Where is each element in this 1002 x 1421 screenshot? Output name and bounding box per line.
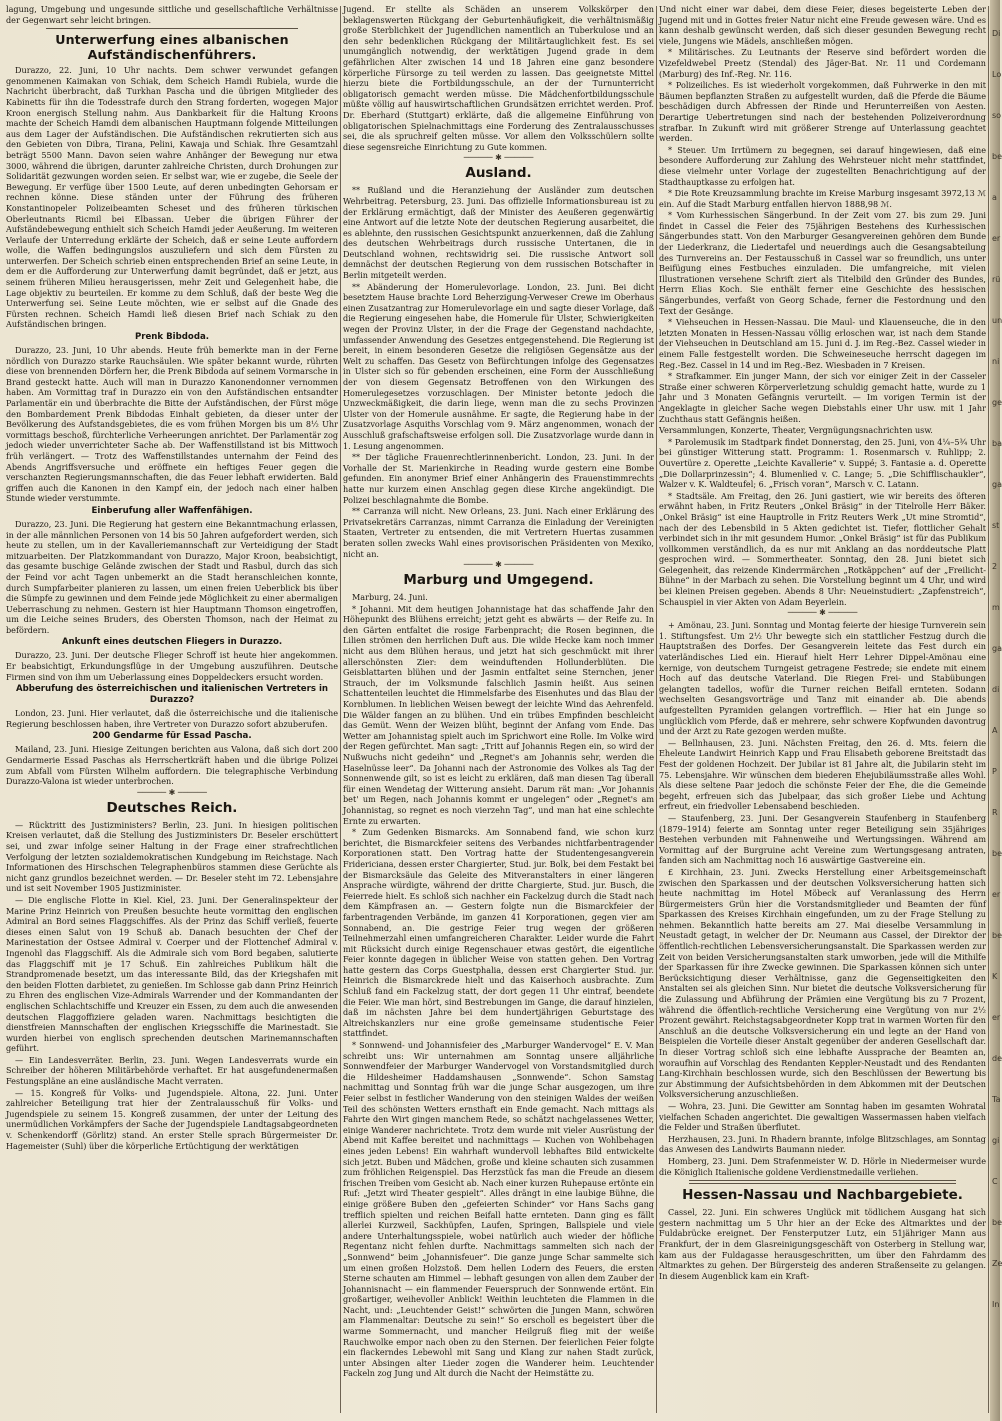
article-paragraph: £ Kirchhain, 23. Juni. Zwecks Herstellung einer Arbeitsgemeinschaft zwischen den Sparkassen und der deutschen Volksversicherung hatten sich heute nachmittag im Hotel Möbeck auf Veranlassung des Herrn Bürgermeisters Grün hier die Vorstandsmitglieder und Beamten der fünf Sparkassen des Kreises Kirchhain eingefunden, um zu der Frage Stellung zu nehmen. Bekanntlich hatte bereits am 27. Mai dieselbe Versammlung in Neustadt getagt, in welcher der Dr. Neumann aus Cassel, der Direktor der öffentlich-rechtlichen Lebensversicherungsanstalt. Die Sparkassen werden zur Zeit von beiden Versicherungsanstalten stark umworben, jede will die Mithilfe der Sparkassen für ihre Zwecke gewinnen. Die Sparkassen können sich unter Berücksichtigung dieser Verhältnisse, ganz die Gegenseitigkeiten den Anstalten sei als gleichen Sinn. Nur bietet die deutsche Volksversicherung für die Zulassung und Abführung der Prämien eine Vergütung bis zu 7 Prozent, während die öffentlich-rechtliche Versicherung eine Vergütung von nur 2½ Prozent gewährt. Reichstagsabgeordneter Kopp trat in warmen Worten für den Anschluß an die deutsche Volksversicherung ein und legte an der Hand von Beispielen die Vorteile dieser Anstalt gegenüber der anderen Gesellschaft dar. In dieser Vortrag schloß sich eine lebhafte Aussprache der Beamten an, woraufhin auf Vorschlag des Rendanten Keppler-Neustadt und des Rendanten Lang-Kirchhain beschlossen wurde, sich den Beschlüssen der Bewertung bis zur Abstimmung der Aufsichtsbehörden in dem Abkommen mit der Deutschen Volksversicherung anzuschließen. (659, 866, 986, 1100)
edge-glyph: rü (992, 275, 1001, 284)
article-paragraph: — Ein Landesverräter. Berlin, 23. Juni. Wegen Landesverrats wurde ein Schreiber der höheren Militärbehörde verhaftet. Er hat ausgefundenermaßen Festungspläne an eine ausländische Macht verraten. (6, 1054, 338, 1087)
column-middle (343, 4, 654, 1415)
edge-glyph: a (992, 193, 997, 202)
edge-glyph: P (992, 767, 997, 776)
section-heading: Marburg und Umgegend. (403, 572, 594, 589)
edge-glyph: be (992, 1218, 1002, 1227)
article-paragraph: — Die englische Flotte in Kiel. Kiel, 23. Juni. Der Generalinspekteur der Marine Prinz Heinrich von Preußen besuchte heute vormittag den englischen Admiral an Bord seines Flaggschiffes. Als der Prinz das Schiff verließ, feuerte dieses einen Salut von 19 Schuß ab. Danach besuchten der Chef der Marinestation der Ostsee Admiral v. Coerper und der Flottenchef Admiral v. Ingenohl das Flaggschiff. Als die Admirale sich vom Bord begaben, salutierte das Flaggschiff mit je 17 Schuß. Ein zahlreiches Publikum hält die Strandpromenade besetzt, um das interessante Bild, das der Kriegshafen mit den beiden Flotten darbietet, zu genießen. Im Schlosse gab dann Prinz Heinrich zu Ehren des englischen Vize-Admirals Warrender und der Kommandanten der englischen Schlachtschiffe und Kreuzer ein Essen, zu dem auch die anwesenden deutschen Flaggoffiziere geladen waren. Nachmittags besichtigten die dienstfreien Mannschaften der englischen Kriegsschiffe die Marinestadt. Sie wurden hierbei von englisch sprechenden deutschen Marinemannschaften geführt. (6, 894, 338, 1054)
edge-glyph: 2 (992, 562, 998, 571)
separator-ornament (343, 154, 654, 162)
edge-glyph: be (992, 931, 1002, 940)
edge-glyph: Ze (992, 1259, 1002, 1268)
column-left (6, 4, 338, 1415)
subheading: 200 Gendarme für Essad Pascha. (92, 731, 252, 742)
article-paragraph: Versammlungen, Konzerte, Theater, Vergnügungsnachrichten usw. (659, 425, 933, 436)
edge-glyph: In (992, 1300, 1000, 1309)
column-right (659, 4, 986, 1415)
column-divider (988, 6, 989, 1413)
article-paragraph: * Sonnwend- und Johannisfeier des „Marburger Wandervogel“ E. V. Man schreibt uns: Wir unternahmen am Sonntag unsere alljährliche Sonnwendfeier der Marburger Wandervogel von Vorstandsmitglied durch die Hildesheimer Haddamshausen „Sonnwende“. Schon Samstag nachmittag und Sonntag früh war die junge Schar ausgezogen, um ihre Feier selbst in festlicher Wanderung von den steinigen Waldes der weißen Teil des schönsten Wetters ernsthaft ein Ende gemacht. Nach mittags als Fahrte den Wirt gingen manchem Rede, so schätzt nachgelassenes Wetter, einige Wanderer nachrichtete. Trotz dem wurde mit vieler Ausrüstung der Abend mit Kaffee bereitet und nachmittags — Kuchen von Wohlbehagen eines jeden Lebens! Ein wahrhaft wundervoll lebhaftes Bild entwickelte sich jetzt. Buben und Mädchen, große und kleine schauten sich zusammen zum fröhlichen Reigenspiel. Das Herzstück fas man die Freude an diesem frischen Treiben vom Gesicht ab. Nach einer kurzen Ruhepause ertönte ein Ruf: „Jetzt wird Theater gespielt“. Alles drängt in eine laubige Bühne, die einige größere Buben den „gefeierten Schinder“ vor Hans Sachs gang trefflich spielten und reichen Beifall hatte ernteten. Dann ging es fällt allerlei Kurzweil, Sackhüpfen, Laufen, Springen, Ballspiele und viele andere Unterhaltungsspiele, wobei natürlich auch wieder der höfliche Regentanz nicht fehlen durfte. Nachmittags sammelten sich nach der „Sonnwend“ beim „Johannisfeuer“. Die ganze junge Schar sammelte sich um einen großen Holzstoß. Dem hellen Lodern des Feuers, die ersten Sterne schauten am Himmel — lebhaft gesungen von allen dem Zauber der Johannisnacht — ein flammender Feuerspruch der Sonnwende ertönt. Ein großartiger, weihevoller Anblick! Weithin leuchteten die Flammen in die Nacht, und: „Leuchtender Geist!“ schwörten die Jungen Mann, schwören am Flammenaltar: Deutsche zu sein!“ So erscholl es begeistert über die warme Sommernacht, und mancher Heilgruß flieg mit der weiße Rauchwolke empor nach oben zu den Sternen. Der feierlichen Feier folgte ein flackerndes Lebewohl mit Sang und Klang zur nahen Stadt zurück, unter Absingen alter Lieder zogen die Wanderer heim. Leuchtender Fackeln zog Jung und Alt durch die Nacht der Heimstätte zu. (343, 1040, 654, 1379)
edge-glyph: C (992, 1177, 998, 1186)
edge-glyph: er (992, 1013, 1001, 1022)
edge-glyph: Ta (992, 1095, 1001, 1104)
article-paragraph: ** Carranza will nicht. New Orleans, 23. Juni. Nach einer Erklärung des Privatsekretärs Carranzas, nimmt Carranza die Einladung der Vereinigten Staaten, Vertreter zu entsenden, die mit Vertretern Huertas zusammen beraten sollen zwecks Wahl eines provisorischen Präsidenten von Mexiko, nicht an. (343, 506, 654, 559)
separator-ornament (6, 789, 338, 797)
article-paragraph: ** Abänderung der Homerulevorlage. London, 23. Juni. Bei dicht besetztem Hause brachte Lord Beherzigung-Verweser Crewe im Oberhaus einen Zusatzantrag zur Homerulevorlage ein und sagte dieser Vorlage, daß die Regierung eingesehen habe, die Homerule für Ulster, Schwierigkeiten wegen der Provinz Ulster, in der die Frage der Gegenstand nachdachte, umfassender Anwendung des Gesetzes entgegenstehend. Die Regierung ist bereit, in einem besonderen Gesetze die religiösen Gegensätze aus der Welt zu schaffen. Das Gesetz von Befürchtungen infolge des Gegensatzes in Ulster sich so für gebenden erscheinen, eine Form der Ausschließung der von diesem Gegensatz Betroffenen von den Wirkungen des Homerulegesetzes vorzuschlagen. Der Minister betonte jedoch die Unzweckmäßigkeit, die darin liege, wenn man die zu sechs Provinzen Ulster von der Homerule ausnähme. Er sagte, die Regierung habe in der Zusatzvorlage Asquiths Vorschlag vom 9. März angenommen, wonach der Ausschluß grafschaftsweise erfolgen soll. Die Zusatzvorlage wurde dann in 1. Lesung angenommen. (343, 281, 654, 451)
article-paragraph: — Bellnhausen, 23. Juni. Nächsten Freitag, den 26. d. Mts. feiern die Eheleute Landwirt Heinrich Kapp und Frau Elisabeth geborene Breitstadt das Fest der goldenen Hochzeit. Der Jubilar ist 81 Jahre alt, die Jubilarin steht im 75. Lebensjahre. Wir wünschen dem biederen Ehejubiläumsstraße alles Wohl. Als diese seltene Paar jedoch die schönste Feier der Ehe, die die Gemeinde begeht, erfreuen sich das Jubelpaar, das sich großer Liebe und Achtung erfreut, ein friedvoller Lebensabend beschieden. (659, 737, 986, 812)
edge-glyph: st (992, 521, 1000, 530)
article-headline: Unterwerfung eines albanischen Aufständischenführers. (55, 32, 289, 63)
article-paragraph: * Zum Gedenken Bismarcks. Am Sonnabend fand, wie schon kurz berichtet, die Bismarckfeier seitens des Verbandes nichtfarbentragender Korporationen statt. Den Vortrag hatte der Studentengesangverein Fridericiana, dessen erster Chargierter, Stud. jur. Bolk, bei dem Festakt bei der Bismarcksäule das Geleite des Mitveranstalters in einer längeren Ansprache würdigte, während der dritte Chargierte, Stud. jur. Busch, die Feierrede hielt. Es schloß sich nachher ein Fackelzug durch die Stadt nach dem Kämpfrasen an. — Gestern folgte nun die Bismarckfeier der farbentragenden Verbände, im ganzen 41 Korporationen, gegen vier am Sonnabend, an. Die gestrige Feier trug wegen der größeren Teilnehmerzahl einen umfangreicheren Charakter. Leider wurde die Fahrt mit Rücksicht durch einige Regenschauer etwas gestört, die eigentliche Feier konnte dagegen in üblicher Weise von statten gehen. Den Vortrag hatte gestern das Corps Guestphalia, dessen erst Chargierter Stud. jur. Heinrich die Bismarckrede hielt und das Kaiserhoch ausbrachte. Zum Schluß fand ein Fackelzug statt, der dort gegen 11 Uhr eintraf, beendete die Feier. Wie man hört, sind Bestrebungen im Gange, die darauf hinzielen, daß im nächsten Jahre bei dem hundertjährigen Geburtstage des Altreichskanzlers nur eine große gemeinsame studentische Feier stattfindet. (343, 827, 654, 1039)
edge-glyph: er (992, 234, 1001, 243)
article-paragraph: Durazzo, 23. Juni. Der deutsche Flieger Schroff ist heute hier angekommen. Er beabsichtigt, Erkundungsflüge in der Umgebung auszuführen. Deutsche Firmen sind von ihm um Ueberlassung eines Doppeldeckers ersucht worden. (6, 650, 338, 682)
edge-glyph: K (992, 972, 998, 981)
edge-glyph: ni (992, 357, 1000, 366)
article-paragraph: * Parolemusik im Stadtpark findet Donnerstag, den 25. Juni, von 4¼–5¾ Uhr bei günstiger Witterung statt. Programm: 1. Rosenmarsch v. Ruhlipp; 2. Ouvertüre z. Operette „Leichte Kavallerie“ v. Suppé; 3. Fantasie a. d. Operette „Die Dollarprinzessin“; 4. Blumenlied v. C. Lange; 5. „Die Schifflischaukler“, Walzer v. K. Waldteufel; 6. „Frisch voran“, Marsch v. C. Latann. (659, 436, 986, 490)
article-paragraph: lagung, Umgebung und ungesunde sittliche und gesellschaftliche Verhältnisse der Gegenwart sehr leicht bringen. (6, 4, 338, 25)
article-paragraph: * Polizeiliches. Es ist wiederholt vorgekommen, daß Fuhrwerke in den mit Bäumen bepflanzten Straßen zu aufgestellt wurden, daß die Pferde die Bäume beschädigen durch Abfressen der Rinde und Herunterreißen von Aesten. Derartige Uebertretungen sind nach der bestehenden Polizeiverordnung strafbar. In Zukunft wird mit größerer Strenge auf Unterlassung geachtet werden. (659, 80, 986, 144)
article-paragraph: + Amönau, 23. Juni. Sonntag und Montag feierte der hiesige Turnverein sein 1. Stiftungsfest. Um 2½ Uhr bewegte sich ein stattlicher Festzug durch die Hauptstraßen des Dorfes. Der Gesangverein leitete das Fest durch ein vaterländisches Lied ein. Hierauf hielt Herr Lehrer Dippel-Amönau eine kernige, von deutschem Turngeist getragene Festrede; sie endete mit einem Hoch auf das deutsche Vaterland. Die Riegen Frei- und Stabübungen gelangten tadellos, wofür die Turner reichen Beifall ernteten. Sodann wechselten Gesangsvorträge und Tanz mit einander ab. Die abends aufgestellten Pyramiden gelangen vortrefflich. — Hier hat ein Junge so unglücklich vom Pferde, daß er mehrere, sehr schwere Kopfwunden davontrug und der Arzt zu Rate gezogen werden mußte. (659, 620, 986, 737)
column-divider (656, 6, 657, 1413)
edge-glyph: di (992, 685, 1000, 694)
article-paragraph: Marburg, 24. Juni. (352, 592, 428, 603)
section-heading: Deutsches Reich. (106, 799, 238, 816)
article-paragraph: Jugend. Er stellte als Schäden an unserem Volkskörper den beklagenswerten Rückgang der Geburtenhäufigkeit, die verhältnismäßig große Sterblichkeit der Jugendlichen namentlich an Tuberkulose und an den sehr bedenklichen Rückgang der Militärtauglichkeit fest. Es sei unumgänglich notwendig, der werktätigen Jugend grade in dem gefährlichen Alter zwischen 14 und 18 Jahren eine ganz besondere körperliche Fürsorge zu teil werden zu lassen. Das geeignetste Mittel hierzu biete die Fortbildungsschule, an der der Turnunterricht obligatorisch gemacht werden müsse. Die Mädchenfortbildungsschule müßte völlig auf hauswirtschaftlichen Grundsätzen errichtet werden. Prof. Dr. Eberhard (Stuttgart) erklärte, daß die allgemeine Einführung von obligatorischen Spielnachmittags eine Forderung des Zentralausschusses sei, die als spruchreif gelten müsse. Vor allem den Volksschülern sollte diese segensreiche Einrichtung zu Gute kommen. (343, 4, 654, 152)
article-paragraph: * Johanni. Mit dem heutigen Johannistage hat das schaffende Jahr den Höhepunkt des Blühens erreicht; jetzt geht es abwärts — der Reife zu. In den Gärten entfaltet die rosige Farbenpracht; die Rosen beginnen, die Lilien strömen den herrlichen Duft aus. Die wilde Hecke kam noch immer nicht aus dem Blühen heraus, und jetzt hat sich geschmückt mit ihrer allerschönsten Zier: dem weinduftenden Hollunderblüten. Die Geisblattarten blühen und der Jasmin entfaltet seine Sternchen, jener Strauch, der im Volksmunde falschlich Jasmin heißt. Aus seinen Schattenteilen leuchtet die Himmelsfarbe des Eisenhutes und das Blau der Kornblumen. In lieblichen Weisen bewegt der leichte Wind das Aehrenfeld. Die Wälder fangen an zu blühen. Und ein trübes Empfinden beschleicht das Gemüt. Wenn der Weizen blüht, beginnt der Anfang vom Ende. Das Wetter am Johannistag spielt auch im Sprichwort eine Rolle. Im Volke wird der Regen gefürchtet. Man sagt: „Tritt auf Johannis Regen ein, so wird der Nußwuchs nicht gedeihn“ und „Regnet's am Johannis sehr, werden die Haselnüsse leer“. Da Johanni nach der Astronomie des Volkes als Tag der Sonnenwende gilt, so ist es leicht zu erklären, daß man diesen Tag überall für einen Wendetag der Witterung ansieht. Darum rät man: „Vor Johannis bet' um Regen, nach Johannis kommt er ungelegen“ oder „Regnet's am Johannistag, so regnet es noch vierzehn Tag“, und man hat eine schlechte Ernte zu erwarten. (343, 603, 654, 826)
article-paragraph: ** Rußland und die Heranziehung der Ausländer zum deutschen Wehrbeitrag. Petersburg, 23. Juni. Das offizielle Informationsbureau ist zu der Erklärung ermächtigt, daß der Minister des Aeußeren gegenwärtig eine Antwort auf die letzte Note der deutschen Regierung ausarbeitet, die es ablehnte, den russischen Gesichtspunkt anzuerkennen, daß die Zahlung des deutschen Wehrbeitrags durch russische Untertanen, die in Deutschland wohnen, rechtswidrig sei. Die russische Antwort soll demnächst der deutschen Regierung von dem russischen Botschafter in Berlin mitgeteilt werden. (343, 185, 654, 281)
section-heading: Ausland. (465, 165, 532, 182)
edge-glyph: Di (992, 29, 1001, 38)
edge-glyph: be (992, 152, 1002, 161)
article-paragraph: Durazzo, 23. Juni, 10 Uhr abends. Heute früh bemerkte man in der Ferne nördlich von Durazzo starke Rauchsäulen. Wie später bekannt wurde, rührten diese von brennenden Dörfern her, die Prenk Bibdoda auf seinem Vormarsche in Brand gesteckt hatte. Auch will man in Durazzo Kanonendonner vernommen haben. Am Vormittag traf in Durazzo ein von den Aufständischen entsandter Parlamentär ein und überbrachte die Bitte der Aufständischen, der Fürst möge den Bombardement Prenk Bibdodas Einhalt gebieten, da dieser unter der Bevölkerung des Aufstandsgebietes, die es vom frühen Morgen bis um 8½ Uhr vormittags beschoß, fürchterliche Verheerungen anrichtet. Der Parlamentär zog jedoch wieder unverrichteter Sache ab. Der Waffenstillstand ist bis Mittwoch früh verlängert. — Trotz des Waffenstillstandes unternahm der Feind des Abends Angriffsversuche und eröffnete ein heftiges Feuer gegen die verschanzten Regierungsmannschaften, die das Feuer lebhaft erwiderten. Bald griffen auch die Kanonen in den Kampf ein, der jedoch nach einer halben Stunde wieder verstummte. (6, 345, 338, 504)
adjacent-page-edge (990, 0, 1000, 1421)
article-paragraph: * Viehseuchen in Hessen-Nassau. Die Maul- und Klauenseuche, die in den letzten Monaten in Hessen-Nassau völlig erloschen war, ist nach dem Stande der Viehseuchen in Deutschland am 15. Juni d. J. im Reg.-Bez. Cassel wieder in einem Falle festgestellt worden. Die Schweineseuche herrscht dagegen im Reg.-Bez. Cassel in 14 und im Reg.-Bez. Wiesbaden in 7 Kreisen. (659, 317, 986, 370)
edge-glyph: ga (992, 480, 1002, 489)
subheading: Abberufung des österreichischen und italienischen Vertreters in Durazzo? (15, 684, 329, 706)
edge-glyph: R (992, 808, 998, 817)
article-paragraph: Cassel, 22. Juni. Ein schweres Unglück mit tödlichem Ausgang hat sich gestern nachmittag um 5 Uhr hier an der Ecke des Altmarktes und der Fuldabrücke ereignet. Der Fensterputzer Lutz, ein 51jähriger Mann aus Frankfurt, der in dem Glasreinigungsgeschäft von Osterberg in Stellung war, kam aus der Fuldagasse herausgeschritten, um über den Fahrdamm des Altmarktes zu gehen. Der Bürgersteig des anderen Straßenseite zu gelangen. In diesem Augenblick kam ein Kraft- (659, 1207, 986, 1281)
subheading: Prenk Bibdoda. (134, 332, 210, 343)
article-paragraph: * Vom Kurhessischen Sängerbund. In der Zeit vom 27. bis zum 29. Juni findet in Cassel die Feier des 75jährigen Bestehens des Kurhessischen Sängerbundes statt. Von den Marburger Gesangvereinen gehören dem Bunde der Liederkranz, die Liedertafel und neuerdings auch die Gesangsabteilung des Turnvereins an. Der Festausschuß in Cassel war so freundlich, uns unter Beifügung eines Festbuches einzuladen. Die umfangreiche, mit vielen Illustrationen versehene Schrift ziert als Titelbild den Gründer des Bundes, Herrn Elias Koch. Sie enthält ferner eine Geschichte des hessischen Sängerbundes, verfaßt von Georg Schade, ferner die Festordnung und den Text der Gesänge. (659, 210, 986, 316)
article-paragraph: Durazzo, 23. Juni. Die Regierung hat gestern eine Bekanntmachung erlassen, in der alle männlichen Personen von 14 bis 50 Jahren aufgefordert werden, sich heute zu stellen, um in der Kavalleriemannschaft zur Verteidigung der Stadt mitzuarbeiten. Der Platzkommandant von Durazzo, Major Kroon, beabsichtigt, das gesamte buschige Gelände zwischen der Stadt und Rasbul, durch das sich der Feind vor acht Tagen unbemerkt an die Stadt heranschleichen konnte, durch Sumpfarbeiter planieren zu lassen, um einen freien Ueberblick bis über die Sümpfe zu gewinnen und dem Feinde jede Möglichkeit zu einer abermaligen Ueberraschung zu nehmen. Gestern ist hier Hauptmann Thomson eingetroffen, um die Leiche seines Bruders, des Obersten Thomson, nach der Heimat zu befördern. (6, 518, 338, 635)
article-paragraph: Homberg, 23. Juni. Dem Strafenmeister W. D. Hörle in Niedermeiser wurde die Königlich Italienische goldene Verdienstmedaille verliehen. (659, 1155, 986, 1177)
edge-glyph: un (992, 316, 1002, 325)
edge-glyph: er (992, 890, 1001, 899)
horizontal-rule (46, 28, 298, 29)
section-heading: Hessen-Nassau und Nachbargebiete. (682, 1187, 963, 1204)
edge-glyph: ba (992, 439, 1002, 448)
article-paragraph: Herzhausen, 23. Juni. In Rhadern brannte, infolge Blitzschlages, am Sonntag das Anwesen des Landwirts Baumann nieder. (659, 1133, 986, 1155)
edge-glyph: ge (992, 398, 1002, 407)
article-paragraph: * Stadtsäle. Am Freitag, den 26. Juni gastiert, wie wir bereits des öfteren erwähnt haben, in Fritz Reuters „Onkel Bräsig“ in der Titelrolle Herr Bäker. „Onkel Bräsig“ ist eine Hauptrolle in Fritz Reuters Werk „Ut mine Stromtid“, nach der des Lebensbild in 5 Akten gedichtet ist. Tiefer, flottlicher Gehalt verbindet sich in ihr mit gesundem Humor. „Onkel Bräsig“ ist für das Publikum vollkommen verständlich, da es nur mit Anklang an das norddeutsche Platt gesprochen wird. — Sommertheater. Sonntag, den 28. Juni bietet sich Gelegenheit, das reizende Kinderrmärchen „Rotkäppchen“ auf der „Freilicht-Bühne“ in der Marbach zu sehen. Die Vorstellung beginnt um 4 Uhr, und wird bei kleinen Preisen gegeben. Abends 8 Uhr: Neueinstudiert: „Zapfenstreich“, Schauspiel in vier Akten von Adam Beyerlein. (659, 490, 986, 607)
article-paragraph: Durazzo, 22. Juni, 10 Uhr nachts. Dem schwer verwundet gefangen genommenen Kaimakan von Schiak, dem Scheich Hamdi Rubiela, wurde die Nachricht überbracht, daß Turkhan Pascha und die übrigen Mitglieder des Kabinetts für ihn die Todesstrafe durch den Strang forderten, wogegen Major Kroon energisch Stellung nahm. Aus Dankbarkeit für die Haltung Kroons machte der Scheich Hamdi dem albanischen Hauptmann folgende Mitteilungen aus dem Lager der Aufständischen. Die Aufständischen rekrutierten sich aus den Gebieten von Dibra, Tirana, Pelini, Kawaja und Schiak. Ihre Gesamtzahl beträgt 5500 Mann. Davon seien wahre Anhänger der Bewegung nur etwa 3000, während die übrigen, darunter zahlreiche Christen, durch Drohungen zur Solidarität gezwungen worden seien. Er selbst war, wie er zugebe, die Seele der Bewegung. Er verfüge über 1500 Leute, auf deren unbedingten Gehorsam er rechnen könne. Diese ständen unter der Führung des früheren Konstantinopeler Polizeibeamten Scheset und des früheren türkischen Oberleutnants Ricmil bei Elbassan. Ueber die übrigen Führer der Aufständebewegung enthielt sich Scheich Hamdi jeder Aeußerung. Im weiteren Verlaufe der Unterredung erklärte der Scheich, daß er seine Leute auffordern wolle, die Waffen bedingungslos auszuliefern und sich dem Fürsten zu unterwerfen. Der Scheich schrieb einen entsprechenden Brief an seine Leute, in dem er die Aufforderung zur Unterwerfung damit begründet, daß er jetzt, aus seinem früheren Milieu herausgerissen, mehr Zeit und Gelegenheit habe, die Lage objektiv zu beurteilen. Er komme zu dem Schluß, daß der beste Weg die Unterwerfung sei. Seine Leute möchten, wie er selbst auf die Gnade des Fürsten rechnen. Scheich Hamdi ließ diesen Brief nach Schiak zu den Aufständischen bringen. (6, 65, 338, 330)
article-paragraph: * Die Rote Kreuzsammlung brachte im Kreise Marburg insgesamt 3972,13 ℳ ein. Auf die Stadt Marburg entfallen hiervon 1888,98 ℳ. (659, 188, 986, 209)
edge-glyph: A (992, 726, 998, 735)
subheading: Ankunft eines deutschen Fliegers in Durazzo. (61, 637, 283, 648)
edge-glyph: gi (992, 1136, 1000, 1145)
article-paragraph: ** Der tägliche Frauenrechtlerinnenbericht. London, 23. Juni. In der Vorhalle der St. Marienkirche in Reading wurde gestern eine Bombe gefunden. Ein anonymer Brief einer Anhängerin des Frauenstimmrechts hatte nur kurzem einen Anschlag gegen diese Kirche angekündigt. Die Polizei beschlagnahmte die Bombe. (343, 452, 654, 505)
column-divider (340, 6, 341, 1413)
edge-glyph: ga (992, 644, 1002, 653)
separator-ornament (343, 561, 654, 569)
edge-glyph: Lo (992, 70, 1002, 79)
article-paragraph: * Militärisches. Zu Leutnants der Reserve sind befördert worden die Vizefeldwebel Preetz (Stendal) des Jäger-Bat. Nr. 11 und Cordemann (Marburg) des Inf.-Reg. Nr. 116. (659, 47, 986, 79)
article-paragraph: Und nicht einer war dabei, dem diese Feier, dieses begeisterte Leben der Jugend mit und in Gottes freier Natur nicht eine Freude gewesen wäre. Und es kann deshalb gewünscht werden, daß sich dieser gesunden Bewegung recht viele, Jungens wie Mädels, anschließen mögen. (659, 4, 986, 46)
article-paragraph: * Strafkammer. Ein junger Mann, der sich vor einiger Zeit in der Casseler Straße einer schweren Körperverletzung schuldig gemacht hatte, wurde zu 1 Jahr und 3 Monaten Gefängnis verurteilt. — Im vorigen Termin ist der Angeklagte in gleicher Sache wegen Diebstahls einer Uhr usw. mit 1 Jahr Zuchthaus statt Gefängnis heißen. (659, 371, 986, 424)
edge-glyph: m (992, 603, 1000, 612)
article-paragraph: * Steuer. Um Irrtümern zu begegnen, sei darauf hingewiesen, daß eine besondere Aufforderung zur Zahlung des Wehrsteuer nicht mehr stattfindet, diese vielmehr unter Vorlage der zugestellten Benachrichtigung auf der Stadthauptkasse zu erfolgen hat. (659, 144, 986, 187)
subheading: Einberufung aller Waffenfähigen. (91, 505, 253, 516)
article-paragraph: — 15. Kongreß für Volks- und Jugendspiele. Altona, 22. Juni. Unter zahlreicher Beteiligung trat hier der Zentralausschuß für Volks- und Jugendspiele zu seinem 15. Kongreß zusammen, der unter der Leitung des unermüdlichen Vorkämpfers der Sache der Jugendspiele Landtagsabgeordneten v. Schenkendorff (Görlitz) stand. An erster Stelle sprach Bürgermeister Dr. Hagemeister (Suhl) über die körperliche Ertüchtigung der werktätigen (6, 1087, 338, 1151)
edge-glyph: be (992, 849, 1002, 858)
article-paragraph: London, 23. Juni. Hier verlautet, daß die österreichische und die italienische Regierung beschlossen haben, ihre Vertreter von Durazzo sofort abzuberufen. (6, 708, 338, 729)
edge-glyph: de (992, 1054, 1002, 1063)
article-paragraph: Mailand, 23. Juni. Hiesige Zeitungen berichten aus Valona, daß sich dort 200 Gendarmerie Essad Paschas als Herrschertkräft haben und die übrige Polizei zum Abfall vom Fürsten Wilhelm auffordern. Die telegraphische Verbindung Durazzo-Valona ist wieder unterbrochen. (6, 744, 338, 787)
double-rule (689, 1180, 956, 1184)
separator-ornament (659, 609, 986, 617)
edge-glyph: so (992, 111, 1002, 120)
article-paragraph: — Rücktritt des Justizministers? Berlin, 23. Juni. In hiesigen politischen Kreisen verlautet, daß die Stellung des Justizministers Dr. Beseler erschüttert sei, und zwar infolge seiner Haltung in der Frage einer strafrechtlichen Verfolgung der letzten sozialdemokratischen Kundgebung im Reichstage. Nach Informationen des Hirschschen Telegraphenbüros stammen diese Gerüchte als nicht ganz grundlos bezeichnet werden. — Dr. Beseler steht im 72. Lebensjahre und ist seit November 1905 Justizminister. (6, 819, 338, 894)
article-paragraph: — Wohra, 23. Juni. Die Gewitter am Sonntag haben im gesamten Wohratal vielfachen Schaden angerichtet. Die gewaltigen Wassermassen haben vielfach die Felder und Straßen überflutet. (659, 1100, 986, 1133)
article-paragraph: — Staufenberg, 23. Juni. Der Gesangverein Staufenberg in Staufenberg (1879–1914) feierte am Sonntag unter reger Beteiligung sein 35jähriges Bestehen verbunden mit Fahnenweihe und Wertungssingen. Während am Vormittag auf der Burgruine acht Vereine zum Wertungsgesang antraten, fanden sich am Nachmittag noch 16 auswärtige Gastvereine ein. (659, 812, 986, 866)
